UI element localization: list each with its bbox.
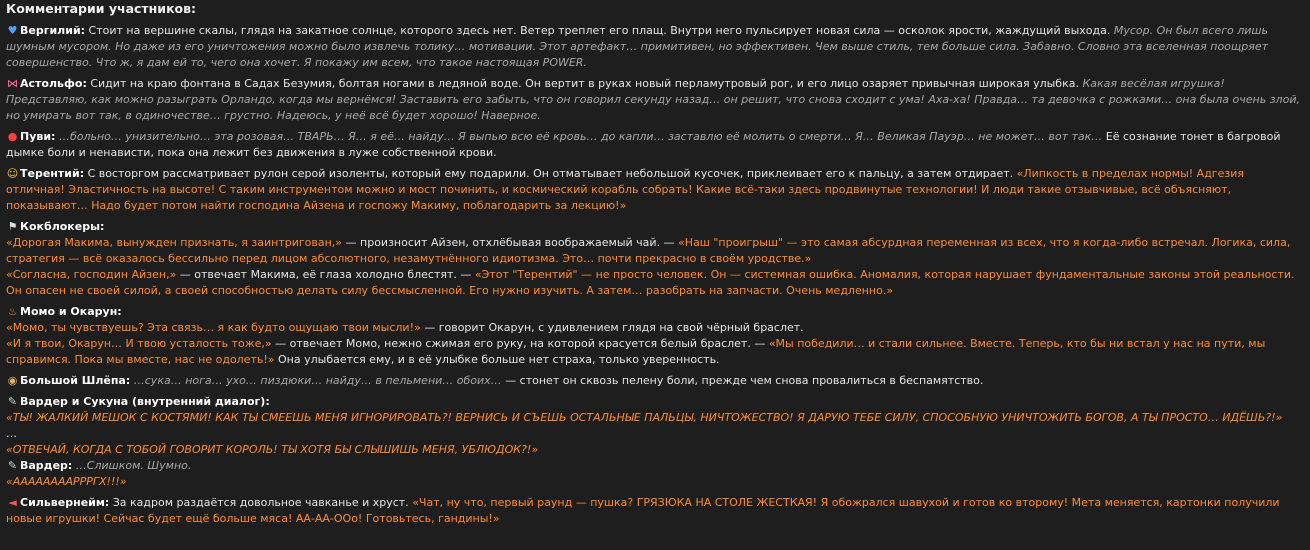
comment-silvernaim (6, 495, 1304, 527)
participant-name: Вардер и Сукуна (внутренний диалог): (20, 395, 270, 408)
comment-puvi (6, 129, 1304, 161)
megaphone-icon: ◄ (8, 496, 17, 509)
shout-text: «ТЫ! ЖАЛКИЙ МЕШОК С КОСТЯМИ! КАК ТЫ СМЕЕШЬ МЕНЯ ИГНОРИРОВАТЬ?! ВЕРНИСЬ И СЪЕШЬ ОСТАЛЬНЫЕ ПАЛЬЦЫ, НИЧТОЖЕСТВО! Я ДАРУЮ ТЕБЕ СИЛУ, СПОСОБНУЮ УНИЧТОЖИТЬ БОГОВ, А ТЫ ПРОСТО… ИДЁШЬ?!» (6, 411, 1283, 424)
participant-name: Большой Шлёпа: (20, 374, 131, 387)
quote-text: «Мы победили… и стали сильнее. Вместе. Теперь, кто бы ни встал у нас на пути, мы справимся. Пока мы вместе, нас не одолеть!» (6, 337, 1266, 366)
comment-varder (6, 458, 1304, 490)
comment-shlepa (6, 373, 1304, 389)
participant-name: Терентий: (20, 167, 85, 180)
thought-text: Какая весёлая игрушка! Представляю, как можно разыграть Орландо, когда мы вернёмся! Заставить его забыть, что он говорил секунду назад… он решит, что снова сходит с ума! Аха-ха! Правда… та девочка с рожками… она была очень злой, но умирать вот так, в одиночестве… грустно. Надеюсь, у неё всё будет хорошо! Наверное. (6, 77, 1300, 122)
thought-text: Мусор. Он был всего лишь шумным мусором. Но даже из его уничтожения можно было извлечь толику… мотивации. Этот артефакт… примитивен, но эффективен. Чем выше стиль, тем больше сила. Забавно. Словно эта вселенная поощряет совершенство. Что ж, я дам ей то, чего она хочет. Я покажу им всем, что такое настоящая POWER. (6, 24, 1269, 69)
participant-name: Кокблокеры: (20, 220, 105, 233)
shout-text: «ОТВЕЧАЙ, КОГДА С ТОБОЙ ГОВОРИТ КОРОЛЬ! ТЫ ХОТЯ БЫ СЛЫШИШЬ МЕНЯ, УБЛЮДОК?!» (6, 443, 539, 456)
action-text: — стонет он сквозь пелену боли, прежде чем снова провалиться в беспамятство. (505, 374, 984, 387)
flag-icon: ⚑ (7, 220, 18, 233)
blue-heart-icon: ♥ (7, 24, 18, 37)
action-text: — отвечает Момо, нежно сжимая его руку, на которой красуется белый браслет. — (271, 337, 769, 350)
pen-icon: ✎ (7, 459, 18, 472)
action-text: Стоит на вершине скалы, глядя на закатное солнце, которого здесь нет. Ветер треплет его плащ. Внутри него пульсирует новая сила — осколок ярости, жаждущий выхода. (85, 24, 1114, 37)
action-text: За кадром раздаётся довольное чавканье и хруст. (109, 496, 413, 509)
thought-text: …больно… унизительно… эта розовая… ТВАРЬ… Я… я её… найду… Я выпью всю её кровь… до капли… заставлю её молить о смерти… Я… Великая Пауэр… не может… вот так… (55, 130, 1106, 143)
participant-name: Сильвернейм: (20, 496, 110, 509)
face-icon: ☺ (6, 167, 19, 180)
action-text: С восторгом рассматривает рулон серой изоленты, который ему подарили. Он отматывает небольшой кусочек, приклеивает его к пальцу, а затем отдирает. (84, 167, 1017, 180)
participant-name: Вергилий: (20, 24, 86, 37)
action-text: Её сознание тонет в багровой дымке боли и ненависти, пока она лежит без движения в луже собственной крови. (6, 130, 1281, 159)
comment-terentiy (6, 166, 1304, 214)
participant-name: Пуви: (20, 130, 56, 143)
action-text: — говорит Окарун, с удивлением глядя на свой чёрный браслет. (420, 321, 804, 334)
quote-text: «Липкость в пределах нормы! Адгезия отличная! Эластичность на высоте! С таким инструментом можно и мост починить, и космический корабль собрать! Какие всё-таки здесь продвинутые технологии! И люди такие отзывчивые, всё объясняют, показывают… Надо будет потом найти господина Айзена и госпожу Макиму, поблагодарить за лекцию!» (6, 167, 1244, 212)
participant-name: Вардер: (20, 459, 73, 472)
participant-name: Астольфо: (20, 77, 87, 90)
shout-text: «ААААААААРРРГХ!!!» (6, 475, 127, 488)
participant-name: Момо и Окарун: (20, 305, 122, 318)
comment-varder-sukuna (6, 394, 1304, 458)
quote-text: «Согласна, господин Айзен,» (6, 268, 177, 281)
comment-kokblokers (6, 219, 1304, 299)
action-text: Сидит на краю фонтана в Садах Безумия, болтая ногами в ледяной воде. Он вертит в руках новый перламутровый рог, и его лицо озаряет привычная широкая улыбка. (86, 77, 1083, 90)
thought-text: …сука… нога… ухо… пиздюки… найду… в пельмени… обоих… (130, 374, 506, 387)
quote-text: «Момо, ты чувствуешь? Эта связь… я как будто ощущаю твои мысли!» (6, 321, 421, 334)
ellipsis-text: … (6, 427, 17, 440)
comment-momo (6, 304, 1304, 368)
cat-face-icon: ◉ (7, 374, 18, 387)
action-text: — произносит Айзен, отхлёбывая воображаемый чай. — (342, 236, 679, 249)
red-devil-icon: ● (7, 130, 18, 143)
pen-icon: ✎ (7, 395, 18, 408)
quote-text: «Дорогая Макима, вынужден признать, я заинтригован,» (6, 236, 343, 249)
comment-astolfo (6, 76, 1304, 124)
pink-bow-icon: ⋈ (7, 77, 18, 90)
quote-text: «Наш "проигрыш" — это самая абсурдная переменная из всех, что я когда-либо встречал. Логика, сила, стратегия — всё оказалось бессильно перед лицом абсолютного, незамутнённого идиотизма. Это… почти прекрасно в своём уродстве.» (6, 236, 1291, 265)
action-text: — отвечает Макима, её глаза холодно блестят. — (176, 268, 475, 281)
quote-text: «Этот "Терентий" — не просто человек. Он — системная ошибка. Аномалия, которая нарушает фундаментальные законы этой реальности. Он опасен не своей силой, а своей способностью делать силу бессмысленной. Его нужно изучить. А затем… разобрать на запчасти. Очень медленно.» (6, 268, 1295, 297)
comment-virgil (6, 23, 1304, 71)
page-title: Комментарии участников: (6, 1, 197, 16)
flame-icon: ♨ (7, 305, 18, 318)
action-text: Она улыбается ему, и в её улыбке больше нет страха, только уверенность. (274, 353, 720, 366)
quote-text: «И я твои, Окарун… И твою усталость тоже,» (6, 337, 272, 350)
thought-text: …Слишком. Шумно. (72, 459, 192, 472)
quote-text: «Чат, ну что, первый раунд — пушка? ГРЯЗЮКА НА СТОЛЕ ЖЕСТКАЯ! Я обожрался шавухой и готов ко второму! Мета меняется, картонки получили новые игрушки! Сейчас будет ещё больше мяса! АА-АА-ООо! Готовьтесь, гандины!» (6, 496, 1280, 525)
